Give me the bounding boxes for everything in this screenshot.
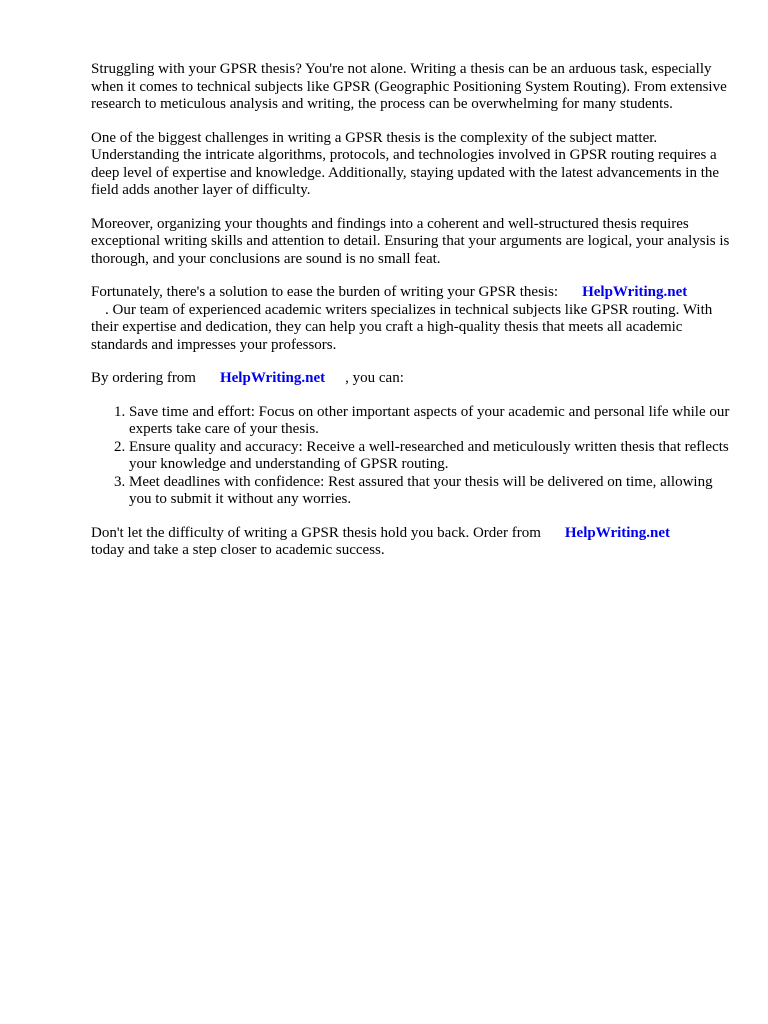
closing-text-before-link: Don't let the difficulty of writing a GPSR thesis hold you back. Order from [91,524,541,541]
ordering-line [91,370,731,388]
solution-paragraph [91,284,731,354]
list-item: 2. Ensure quality and accuracy: Receive a well-researched and meticulously written thesis that reflects your knowledge and understanding of GPSR routing. [129,439,731,474]
intro-paragraph: Struggling with your GPSR thesis? You're not alone. Writing a thesis can be an arduous task, especially when it comes to technical subjects like GPSR (Geographic Positioning System Routing). From extensive research to meticulous analysis and writing, the process can be overwhelming for many students. [91,61,727,112]
ordering-text-after-link: , you can: [345,370,404,386]
solution-text-before-link: Fortunately, there's a solution to ease the burden of writing your GPSR thesis: [91,284,559,300]
helpwriting-link[interactable]: HelpWriting.net [582,284,688,300]
benefits-list [91,404,731,509]
organization-paragraph: Moreover, organizing your thoughts and findings into a coherent and well-structured thesis requires exceptional writing skills and attention to detail. Ensuring that your arguments are logical, your analysis is thorough, and your conclusions are sound is no small feat. [91,215,730,267]
helpwriting-link[interactable]: HelpWriting.net [564,524,671,541]
list-item: 3. Meet deadlines with confidence: Rest assured that your thesis will be delivered on time, allowing you to submit it without any worries. [129,474,731,509]
list-item: 1. Save time and effort: Focus on other important aspects of your academic and personal life while our experts take care of your thesis. [129,404,731,439]
closing-paragraph [91,525,731,560]
helpwriting-link[interactable]: HelpWriting.net [219,370,326,386]
closing-text-after-link: today and take a step closer to academic success. [91,542,385,558]
ordering-text-before-link: By ordering from [91,370,196,386]
challenges-paragraph: One of the biggest challenges in writing a GPSR thesis is the complexity of the subject matter. Understanding the intricate algorithms, protocols, and technologies involved in GPSR routing requires a deep level of expertise and knowledge. Additionally, staying updated with the latest advancements in the field adds another layer of difficulty. [91,129,720,198]
document-body [91,61,731,576]
solution-text-after-link: . Our team of experienced academic writers specializes in technical subjects like GPSR routing. With their expertise and dedication, they can help you craft a high-quality thesis that meets all academic standards and impresses your professors. [91,301,713,353]
